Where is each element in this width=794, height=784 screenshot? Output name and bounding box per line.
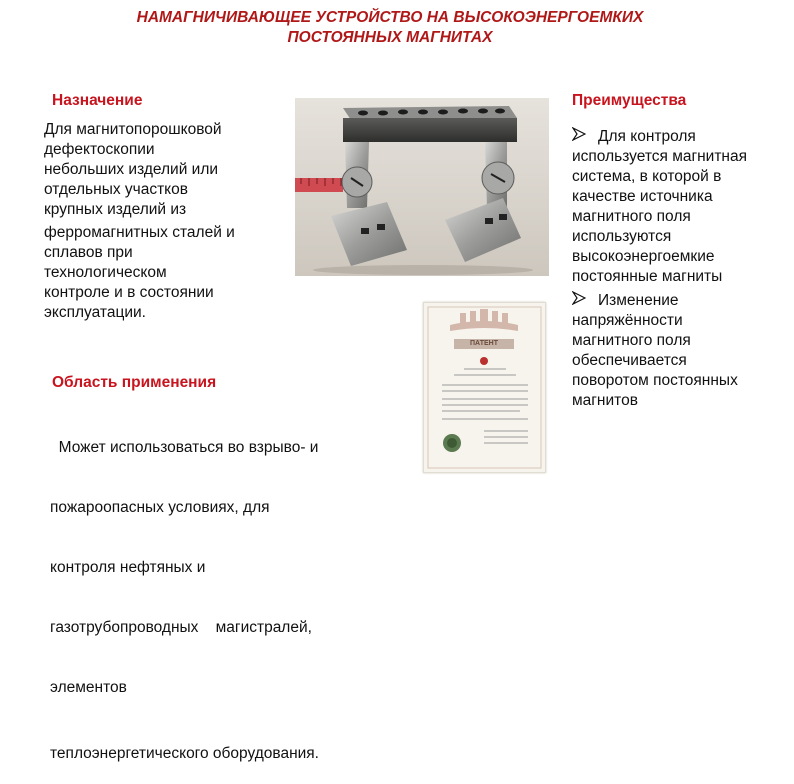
advantage-line: Изменение xyxy=(598,292,679,309)
advantage-line: Для контроля xyxy=(598,128,696,145)
application-heading: Область применения xyxy=(52,374,217,391)
application-line: элементов xyxy=(50,679,127,696)
purpose-line: контроле и в состоянии xyxy=(44,284,214,301)
title-line-2: ПОСТОЯННЫХ МАГНИТАХ xyxy=(287,29,493,46)
advantages-heading: Преимущества xyxy=(572,92,687,109)
patent-document-image xyxy=(423,302,546,473)
page-title xyxy=(60,8,720,48)
advantage-line: качестве источника xyxy=(572,188,713,205)
advantages-list xyxy=(572,127,747,411)
purpose-heading: Назначение xyxy=(52,92,143,109)
purpose-line: отдельных участков xyxy=(44,181,188,198)
device-photo xyxy=(295,98,549,276)
application-line: пожароопасных условиях, для xyxy=(50,499,270,516)
patent-header-word: ПАТЕНТ xyxy=(469,340,498,347)
purpose-line: небольших изделий или xyxy=(44,161,219,178)
arrowhead-bullet-icon xyxy=(572,127,598,147)
advantage-line: используются xyxy=(572,228,672,245)
purpose-text xyxy=(44,120,235,323)
advantage-line: магнитного поля xyxy=(572,208,691,225)
advantage-line: высокоэнергоемкие xyxy=(572,248,715,265)
advantage-line: напряжённости xyxy=(572,312,683,329)
arrowhead-bullet-icon xyxy=(572,291,598,311)
advantage-line: используется магнитная xyxy=(572,148,748,165)
advantage-line: поворотом постоянных xyxy=(572,372,738,389)
advantage-item-2 xyxy=(572,291,747,411)
purpose-line: крупных изделий из xyxy=(44,201,187,218)
application-text xyxy=(50,398,319,784)
application-line: контроля нефтяных и xyxy=(50,559,206,576)
advantage-line: магнитного поля xyxy=(572,332,691,349)
advantage-line: постоянные магниты xyxy=(572,268,723,285)
application-line: Может использоваться во взрыво- и xyxy=(50,439,319,456)
application-line: теплоэнергетического оборудования. xyxy=(50,745,319,762)
purpose-line: ферромагнитных сталей и xyxy=(44,224,235,241)
title-line-1: НАМАГНИЧИВАЮЩЕЕ УСТРОЙСТВО НА ВЫСОКОЭНЕРГОЕМКИХ xyxy=(136,9,644,26)
purpose-line: дефектоскопии xyxy=(44,141,155,158)
purpose-line: сплавов при xyxy=(44,244,133,261)
advantage-line: система, в которой в xyxy=(572,168,722,185)
advantage-line: магнитов xyxy=(572,392,638,409)
purpose-line: Для магнитопорошковой xyxy=(44,121,222,138)
purpose-line: эксплуатации. xyxy=(44,304,146,321)
application-line: газотрубопроводных магистралей, xyxy=(50,619,312,636)
purpose-line: технологическом xyxy=(44,264,167,281)
advantage-item-1 xyxy=(572,127,747,287)
advantage-line: обеспечивается xyxy=(572,352,687,369)
